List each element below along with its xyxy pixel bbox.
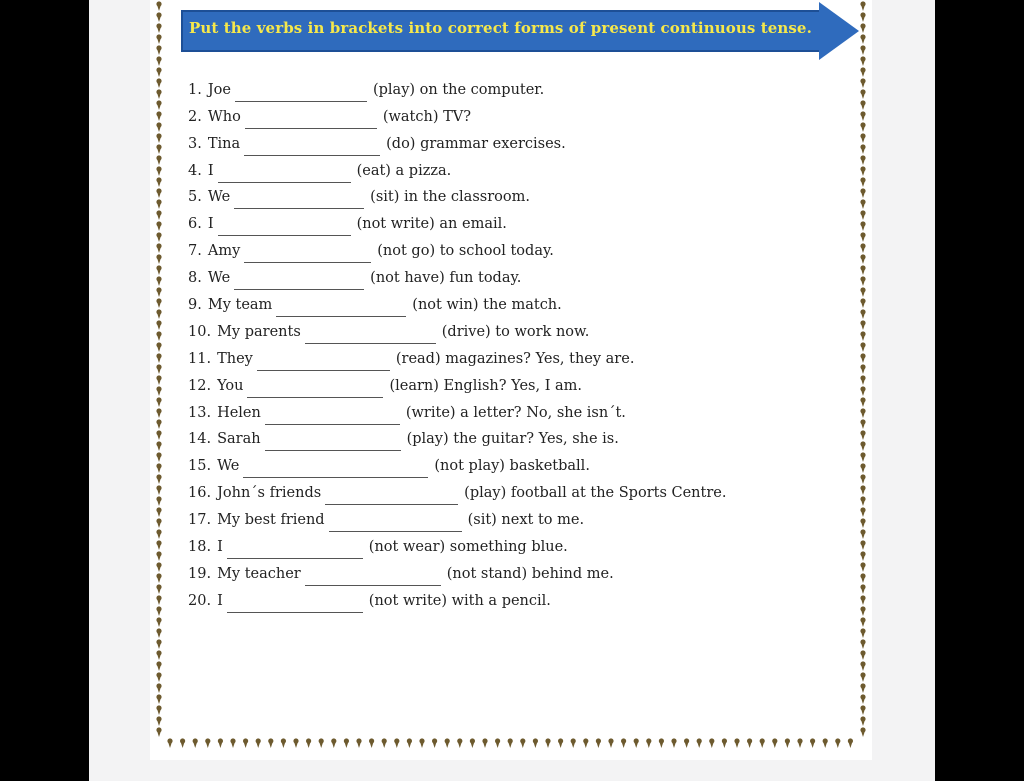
item-subject: My best friend	[217, 512, 325, 529]
lightbulb-icon	[860, 606, 865, 616]
lightbulb-icon	[697, 738, 702, 748]
lightbulb-icon	[860, 342, 865, 352]
item-subject: My parents	[217, 323, 301, 340]
lightbulb-icon	[823, 738, 828, 748]
lightbulb-icon	[860, 397, 865, 407]
item-prompt: (eat) a pizza.	[356, 162, 452, 179]
lightbulb-icon	[156, 111, 161, 121]
lightbulb-icon	[156, 397, 161, 407]
lightbulb-icon	[156, 34, 161, 44]
item-subject: John´s friends	[217, 485, 322, 502]
lightbulb-icon	[860, 89, 865, 99]
lightbulb-icon	[860, 562, 865, 572]
answer-blank[interactable]	[305, 329, 436, 344]
answer-blank[interactable]	[305, 571, 441, 586]
lightbulb-icon	[457, 738, 462, 748]
item-subject: Who	[207, 108, 241, 125]
lightbulb-icon	[268, 738, 273, 748]
answer-blank[interactable]	[218, 168, 351, 183]
lightbulb-icon	[860, 1, 865, 11]
lightbulb-icon	[156, 12, 161, 22]
lightbulb-icon	[156, 463, 161, 473]
lightbulb-icon	[156, 353, 161, 363]
item-number: 4.	[188, 162, 202, 179]
answer-blank[interactable]	[257, 356, 390, 371]
item-prompt: (play) on the computer.	[372, 81, 545, 98]
lightbulb-icon	[860, 518, 865, 528]
item-number: 11.	[188, 350, 212, 367]
lightbulb-icon	[659, 738, 664, 748]
lightbulb-icon	[860, 276, 865, 286]
lightbulb-icon	[156, 683, 161, 693]
item-prompt: (play) the guitar? Yes, she is.	[406, 431, 619, 448]
lightbulb-icon	[470, 738, 475, 748]
lightbulb-icon	[156, 584, 161, 594]
lightbulb-icon	[156, 661, 161, 671]
exercise-item	[188, 532, 726, 559]
lightbulb-icon	[860, 210, 865, 220]
lightbulb-icon	[156, 155, 161, 165]
lightbulb-icon	[860, 441, 865, 451]
lightbulb-icon	[156, 507, 161, 517]
answer-blank[interactable]	[247, 383, 383, 398]
lightbulb-icon	[331, 738, 336, 748]
lightbulb-icon	[860, 155, 865, 165]
item-number: 2.	[188, 108, 202, 125]
lightbulb-icon	[156, 298, 161, 308]
lightbulb-icon	[167, 738, 172, 748]
lightbulb-icon	[860, 408, 865, 418]
lightbulb-icon	[156, 133, 161, 143]
lightbulb-icon	[156, 276, 161, 286]
lightbulb-icon	[860, 507, 865, 517]
answer-blank[interactable]	[243, 463, 428, 478]
lightbulb-icon	[156, 287, 161, 297]
lightbulb-icon	[860, 650, 865, 660]
answer-blank[interactable]	[245, 114, 377, 129]
lightbulb-icon	[156, 331, 161, 341]
item-prompt: (play) football at the Sports Centre.	[464, 485, 727, 502]
answer-blank[interactable]	[218, 221, 351, 236]
lightbulb-icon	[156, 441, 161, 451]
lightbulb-icon	[156, 78, 161, 88]
lightbulb-icon	[596, 738, 601, 748]
lightbulb-icon	[860, 584, 865, 594]
lightbulb-icon	[394, 738, 399, 748]
item-number: 1.	[188, 81, 202, 98]
answer-blank[interactable]	[227, 598, 363, 613]
lightbulb-icon	[860, 56, 865, 66]
answer-blank[interactable]	[227, 544, 363, 559]
exercise-list	[188, 75, 726, 613]
lightbulb-icon	[860, 540, 865, 550]
lightbulb-icon	[156, 430, 161, 440]
lightbulb-icon	[156, 254, 161, 264]
lightbulb-icon	[860, 727, 865, 737]
lightbulb-icon	[621, 738, 626, 748]
item-prompt: (do) grammar exercises.	[386, 135, 566, 152]
lightbulb-icon	[860, 298, 865, 308]
lightbulb-icon	[156, 243, 161, 253]
item-number: 16.	[188, 485, 212, 502]
item-number: 15.	[188, 458, 212, 475]
lightbulb-icon	[156, 188, 161, 198]
item-prompt: (not stand) behind me.	[446, 565, 614, 582]
lightbulb-icon	[860, 320, 865, 330]
item-number: 10.	[188, 323, 212, 340]
lightbulb-icon	[684, 738, 689, 748]
item-prompt: (read) magazines? Yes, they are.	[395, 350, 635, 367]
lightbulb-icon	[445, 738, 450, 748]
lightbulb-icon	[545, 738, 550, 748]
exercise-item	[188, 317, 726, 344]
lightbulb-icon	[860, 463, 865, 473]
lightbulb-icon	[156, 364, 161, 374]
lightbulb-icon	[860, 287, 865, 297]
lightbulb-icon	[218, 738, 223, 748]
item-subject: I	[217, 592, 223, 609]
lightbulb-icon	[848, 738, 853, 748]
lightbulb-icon	[860, 419, 865, 429]
item-number: 17.	[188, 512, 212, 529]
lightbulb-icon	[508, 738, 513, 748]
lightbulb-icon	[860, 496, 865, 506]
lightbulb-icon	[156, 727, 161, 737]
exercise-item	[188, 586, 726, 613]
answer-blank[interactable]	[234, 275, 364, 290]
lightbulb-icon	[495, 738, 500, 748]
lightbulb-icon	[156, 177, 161, 187]
lightbulb-icon	[156, 23, 161, 33]
lightbulb-icon	[860, 485, 865, 495]
lightbulb-icon	[156, 540, 161, 550]
lightbulb-icon	[156, 56, 161, 66]
lightbulb-icon	[533, 738, 538, 748]
lightbulb-icon	[860, 243, 865, 253]
exercise-item	[188, 425, 726, 452]
lightbulb-icon	[860, 254, 865, 264]
lightbulb-icon	[156, 199, 161, 209]
lightbulb-icon	[156, 45, 161, 55]
lightbulb-icon	[156, 386, 161, 396]
lightbulb-icon	[319, 738, 324, 748]
lightbulb-icon	[860, 144, 865, 154]
lightbulb-icon	[860, 45, 865, 55]
item-number: 12.	[188, 377, 212, 394]
lightbulb-icon	[860, 78, 865, 88]
item-prompt: (not wear) something blue.	[368, 539, 568, 556]
lightbulb-icon	[571, 738, 576, 748]
lightbulb-icon	[205, 738, 210, 748]
item-number: 19.	[188, 565, 212, 582]
lightbulb-icon	[230, 738, 235, 748]
lightbulb-icon	[156, 705, 161, 715]
item-subject: We	[207, 270, 231, 287]
item-prompt: (not write) with a pencil.	[368, 592, 551, 609]
item-subject: I	[207, 216, 214, 233]
item-number: 6.	[188, 216, 202, 233]
lightbulb-icon	[156, 452, 161, 462]
lightbulb-icon	[860, 705, 865, 715]
answer-blank[interactable]	[234, 194, 364, 209]
lightbulb-icon	[860, 683, 865, 693]
item-number: 20.	[188, 592, 212, 609]
item-prompt: (watch) TV?	[382, 108, 472, 125]
lightbulb-icon	[860, 12, 865, 22]
lightbulb-icon	[558, 738, 563, 748]
lightbulb-icon	[860, 122, 865, 132]
lightbulb-icon	[369, 738, 374, 748]
lightbulb-icon	[860, 716, 865, 726]
lightbulb-icon	[156, 1, 161, 11]
exercise-item	[188, 505, 726, 532]
item-subject: We	[207, 189, 231, 206]
lightbulb-icon	[860, 111, 865, 121]
lightbulb-icon	[835, 738, 840, 748]
lightbulb-icon	[156, 474, 161, 484]
lightbulb-icon	[156, 485, 161, 495]
lightbulb-icon	[156, 650, 161, 660]
lightbulb-icon	[256, 738, 261, 748]
answer-blank[interactable]	[244, 248, 371, 263]
exercise-item	[188, 102, 726, 129]
lightbulb-icon	[520, 738, 525, 748]
exercise-item	[188, 478, 726, 505]
lightbulb-icon	[722, 738, 727, 748]
answer-blank[interactable]	[265, 410, 400, 425]
item-prompt: (sit) in the classroom.	[370, 189, 530, 206]
lightbulb-icon	[860, 221, 865, 231]
item-prompt: (drive) to work now.	[441, 323, 590, 340]
lightbulb-icon	[156, 496, 161, 506]
exercise-item	[188, 263, 726, 290]
lightbulb-icon	[734, 738, 739, 748]
exercise-item	[188, 156, 726, 183]
item-prompt: (not have) fun today.	[370, 270, 522, 287]
lightbulb-icon	[860, 386, 865, 396]
lightbulb-icon	[860, 23, 865, 33]
lightbulb-icon	[860, 133, 865, 143]
lightbulb-icon	[156, 518, 161, 528]
lightbulb-icon	[156, 89, 161, 99]
worksheet-title: Put the verbs in brackets into correct forms of present continuous tense.	[189, 19, 812, 37]
item-number: 13.	[188, 404, 212, 421]
lightbulb-icon	[156, 551, 161, 561]
lightbulb-icon	[156, 606, 161, 616]
item-prompt: (not write) an email.	[356, 216, 507, 233]
lightbulb-icon	[860, 639, 865, 649]
lightbulb-icon	[860, 166, 865, 176]
lightbulb-icon	[156, 716, 161, 726]
exercise-item	[188, 236, 726, 263]
lightbulb-icon	[156, 221, 161, 231]
lightbulb-icon	[810, 738, 815, 748]
lightbulb-icon	[860, 595, 865, 605]
lightbulb-icon	[797, 738, 802, 748]
lightbulb-icon	[583, 738, 588, 748]
lightbulb-icon	[860, 617, 865, 627]
lightbulb-icon	[482, 738, 487, 748]
lightbulb-icon	[306, 738, 311, 748]
lightbulb-icon	[709, 738, 714, 748]
item-subject: You	[217, 377, 244, 394]
lightbulb-icon	[156, 265, 161, 275]
answer-blank[interactable]	[235, 87, 367, 102]
lightbulb-icon	[860, 551, 865, 561]
exercise-item	[188, 75, 726, 102]
lightbulb-icon	[156, 595, 161, 605]
item-subject: We	[217, 458, 240, 475]
lightbulb-icon	[860, 694, 865, 704]
lightbulb-icon	[785, 738, 790, 748]
lightbulb-icon	[419, 738, 424, 748]
lightbulb-icon	[860, 232, 865, 242]
exercise-item	[188, 398, 726, 425]
lightbulb-icon	[156, 529, 161, 539]
lightbulb-icon	[860, 265, 865, 275]
item-number: 14.	[188, 431, 212, 448]
item-prompt: (not play) basketball.	[434, 458, 590, 475]
lightbulb-icon	[382, 738, 387, 748]
item-number: 8.	[188, 270, 202, 287]
lightbulb-icon	[860, 331, 865, 341]
lightbulb-icon	[344, 738, 349, 748]
item-subject: Joe	[207, 81, 231, 98]
lightbulb-icon	[860, 672, 865, 682]
lightbulb-icon	[156, 628, 161, 638]
lightbulb-icon	[156, 408, 161, 418]
lightbulb-icon	[860, 375, 865, 385]
lightbulb-icon	[646, 738, 651, 748]
answer-blank[interactable]	[265, 436, 401, 451]
lightbulb-icon	[156, 694, 161, 704]
lightbulb-icon	[293, 738, 298, 748]
lightbulb-icon	[860, 34, 865, 44]
item-subject: Tina	[207, 135, 241, 152]
exercise-item	[188, 371, 726, 398]
lightbulb-icon	[432, 738, 437, 748]
lightbulb-icon	[156, 419, 161, 429]
item-subject: Sarah	[217, 431, 261, 448]
lightbulb-icon	[860, 188, 865, 198]
item-subject: Helen	[217, 404, 261, 421]
lightbulb-icon	[156, 342, 161, 352]
item-number: 9.	[188, 297, 202, 314]
item-subject: Amy	[207, 243, 241, 260]
item-subject: My teacher	[217, 565, 301, 582]
lightbulb-icon	[156, 375, 161, 385]
lightbulb-icon	[243, 738, 248, 748]
lightbulb-icon	[772, 738, 777, 748]
lightbulb-icon	[860, 661, 865, 671]
item-number: 5.	[188, 189, 202, 206]
lightbulb-icon	[156, 639, 161, 649]
lightbulb-icon	[356, 738, 361, 748]
lightbulb-icon	[180, 738, 185, 748]
exercise-item	[188, 209, 726, 236]
item-number: 18.	[188, 539, 212, 556]
lightbulb-icon	[860, 529, 865, 539]
lightbulb-icon	[156, 320, 161, 330]
answer-blank[interactable]	[244, 141, 380, 156]
banner-arrow-icon	[819, 2, 859, 60]
lightbulb-icon	[281, 738, 286, 748]
answer-blank[interactable]	[329, 517, 462, 532]
lightbulb-icon	[608, 738, 613, 748]
lightbulb-icon	[634, 738, 639, 748]
lightbulb-icon	[156, 210, 161, 220]
lightbulb-icon	[860, 430, 865, 440]
answer-blank[interactable]	[325, 490, 458, 505]
lightbulb-icon	[156, 144, 161, 154]
lightbulb-icon	[860, 199, 865, 209]
exercise-item	[188, 559, 726, 586]
item-subject: I	[217, 539, 223, 556]
item-number: 7.	[188, 243, 202, 260]
item-subject: They	[217, 350, 253, 367]
lightbulb-icon	[860, 628, 865, 638]
exercise-item	[188, 290, 726, 317]
lightbulb-icon	[860, 452, 865, 462]
item-prompt: (learn) English? Yes, I am.	[389, 377, 583, 394]
answer-blank[interactable]	[276, 302, 406, 317]
exercise-item	[188, 344, 726, 371]
lightbulb-icon	[156, 166, 161, 176]
lightbulb-icon	[860, 364, 865, 374]
exercise-item	[188, 451, 726, 478]
lightbulb-icon	[860, 353, 865, 363]
lightbulb-icon	[760, 738, 765, 748]
lightbulb-icon	[156, 309, 161, 319]
lightbulb-icon	[671, 738, 676, 748]
lightbulb-icon	[156, 573, 161, 583]
lightbulb-icon	[156, 232, 161, 242]
lightbulb-icon	[860, 67, 865, 77]
item-prompt: (not go) to school today.	[377, 243, 554, 260]
lightbulb-icon	[156, 100, 161, 110]
lightbulb-icon	[860, 573, 865, 583]
lightbulb-icon	[156, 67, 161, 77]
lightbulb-icon	[860, 177, 865, 187]
lightbulb-icon	[747, 738, 752, 748]
lightbulb-icon	[860, 100, 865, 110]
item-prompt: (not win) the match.	[412, 297, 562, 314]
lightbulb-icon	[407, 738, 412, 748]
item-subject: I	[207, 162, 214, 179]
item-prompt: (write) a letter? No, she isn´t.	[405, 404, 626, 421]
item-prompt: (sit) next to me.	[467, 512, 585, 529]
lightbulb-icon	[193, 738, 198, 748]
exercise-item	[188, 183, 726, 210]
lightbulb-icon	[860, 309, 865, 319]
lightbulb-icon	[156, 672, 161, 682]
lightbulb-icon	[156, 617, 161, 627]
exercise-item	[188, 129, 726, 156]
lightbulb-icon	[860, 474, 865, 484]
item-subject: My team	[207, 297, 273, 314]
lightbulb-icon	[156, 122, 161, 132]
item-number: 3.	[188, 135, 202, 152]
lightbulb-icon	[156, 562, 161, 572]
